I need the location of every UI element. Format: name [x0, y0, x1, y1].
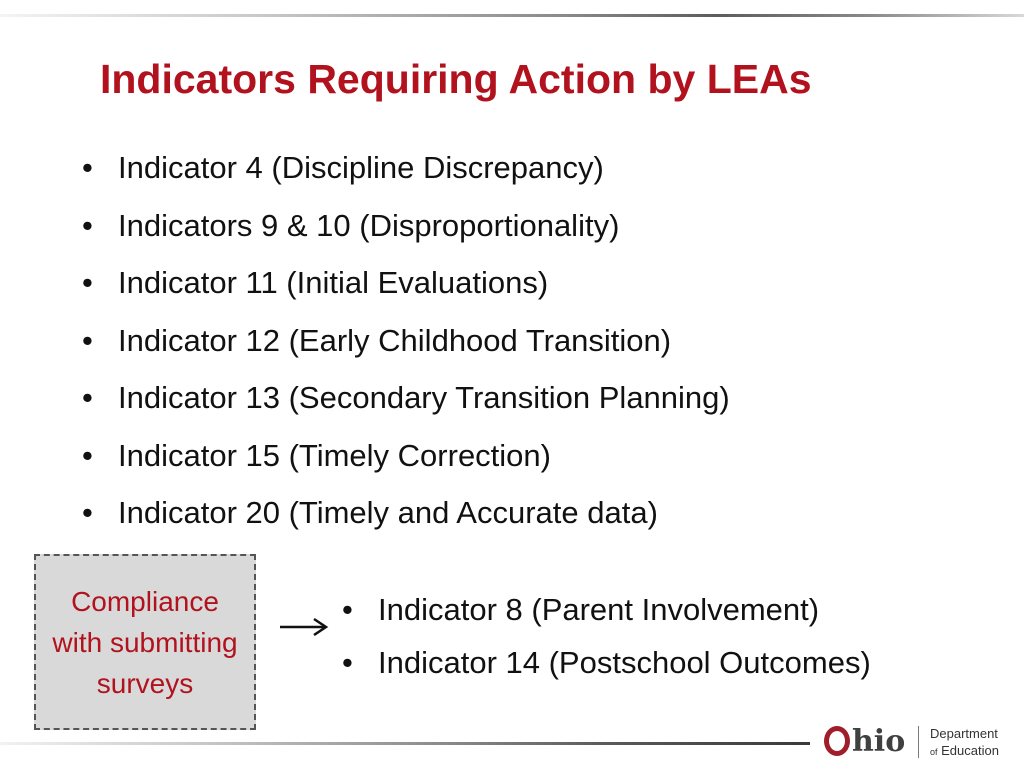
list-item-text: Indicator 14 (Postschool Outcomes) — [378, 645, 871, 680]
compliance-callout-box — [34, 554, 256, 730]
ohio-department-of-education-logo — [824, 722, 1020, 762]
bullet-icon: • — [82, 322, 93, 358]
logo-education-line — [930, 743, 999, 760]
list-item-text: Indicator 20 (Timely and Accurate data) — [118, 495, 658, 530]
bullet-icon: • — [82, 150, 93, 185]
top-divider-line — [0, 14, 1024, 17]
bullet-icon: • — [82, 207, 93, 243]
compliance-callout-text: Compliance with submitting surveys — [52, 585, 238, 699]
right-arrow-icon — [278, 614, 330, 640]
bullet-icon: • — [342, 592, 353, 627]
logo-of-text: of — [930, 747, 938, 757]
logo-department-text: Department — [930, 726, 998, 741]
logo-divider — [918, 726, 919, 758]
bullet-icon: • — [82, 380, 93, 415]
list-item-text: Indicators 9 & 10 (Disproportionality) — [118, 207, 620, 243]
list-item-text: Indicator 11 (Initial Evaluations) — [118, 265, 549, 300]
logo-o-ring — [824, 726, 850, 756]
list-item-text: Indicator 13 (Secondary Transition Planning) — [118, 380, 730, 415]
list-item-text: Indicator 8 (Parent Involvement) — [378, 592, 820, 627]
list-item-text: Indicator 15 (Timely Correction) — [118, 437, 551, 473]
bullet-icon: • — [82, 495, 93, 530]
logo-education-text: Education — [941, 743, 999, 758]
bullet-icon: • — [82, 437, 93, 473]
bottom-divider-line — [0, 742, 810, 745]
bullet-icon: • — [82, 265, 93, 300]
logo-wordmark: hio — [852, 724, 906, 759]
slide-title: Indicators Requiring Action by LEAs — [100, 56, 812, 102]
list-item-text: Indicator 4 (Discipline Discrepancy) — [118, 150, 604, 185]
bullet-icon: • — [342, 645, 353, 680]
list-item-text: Indicator 12 (Early Childhood Transition) — [118, 322, 672, 358]
